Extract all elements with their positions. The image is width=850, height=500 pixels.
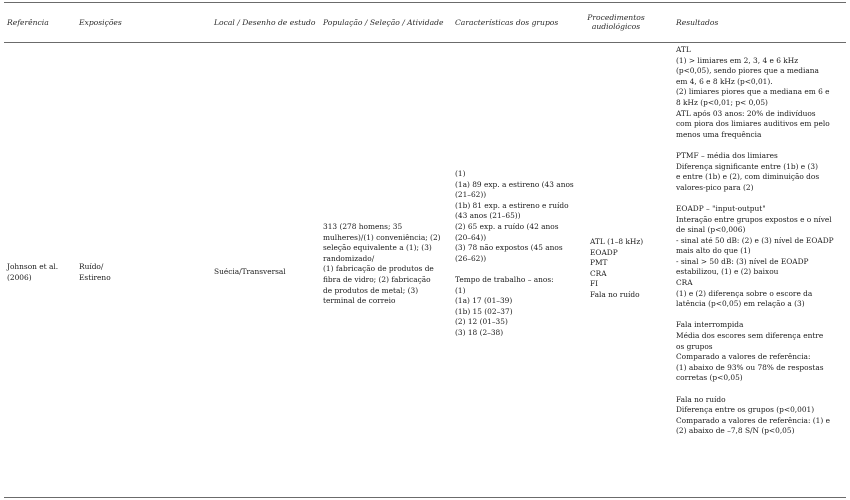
cell-line: mais alto do que (1) [676,246,751,256]
cell-line: (43 anos (21–65)) [455,211,521,221]
table-top-rule [4,2,846,3]
cell-line [676,193,834,204]
cell-line: ATL após 03 anos: 20% de indivíduos [676,108,816,118]
cell-populacao [323,222,441,307]
cell-line: - sinal até 50 dB: (2) e (3) nível de EOADP [676,235,834,245]
cell-line: CRA [676,278,693,288]
cell-procedimentos [590,237,643,301]
cell-line: EOADP [590,247,618,257]
cell-local: Suécia/Transversal [214,267,286,276]
cell-line: PMT [590,258,608,268]
cell-line: (1b) 81 exp. a estireno e ruído [455,200,569,210]
header-procedimentos-line-1: Procedimentos [587,13,645,22]
cell-line: com piora dos limiares auditivos em pelo [676,119,830,129]
header-resultados: Resultados [676,18,719,27]
cell-line: FI [590,279,599,289]
cell-line: seleção equivalente a (1); (3) [323,243,432,253]
cell-line: (1) > limiares em 2, 3, 4 e 6 kHz [676,55,799,65]
cell-line: de produtos de metal; (3) [323,285,419,295]
header-procedimentos-line-2: audiológicos [591,22,641,31]
cell-line: 8 kHz (p<0,01; p< 0,05) [676,97,768,107]
cell-line: (1) e (2) diferença sobre o escore da [676,288,813,298]
cell-line: randomizado/ [323,253,375,263]
cell-line: (26–62)) [455,253,487,263]
cell-line: Comparado a valores de referência: [676,352,811,362]
cell-referencia-line-1: Johnson et al. [7,262,59,271]
cell-line: (p<0,05), sendo piores que a mediana [676,66,819,76]
cell-line: valores-pico para (2) [676,182,754,192]
cell-line: (2) 65 exp. a ruído (42 anos [455,221,559,231]
cell-exposicoes-line-2: Estireno [79,272,111,282]
cell-line: ATL (1–8 kHz) [590,237,644,246]
cell-line: Fala no ruído [590,289,640,299]
cell-line: (2) limiares piores que a mediana em 6 e [676,87,830,97]
cell-line: estabilizou, (1) e (2) baixou [676,267,779,277]
cell-line: (20–64)) [455,232,487,242]
cell-line: terminal de correio [323,296,396,306]
cell-line: Diferença entre os grupos (p<0,001) [676,405,815,415]
cell-line: latência (p<0,05) em relação a (3) [676,299,805,309]
cell-line: Comparado a valores de referência: (1) e [676,415,830,425]
cell-line: corretas (p<0,05) [676,373,743,383]
cell-line: (1) [455,169,466,178]
cell-line [676,384,834,395]
cell-line: (3) 18 (2–38) [455,327,504,337]
cell-line: (1a) 89 exp. a estireno (43 anos [455,179,574,189]
cell-line: de sinal (p<0,006) [676,225,746,235]
cell-line: PTMF – média dos limiares [676,150,778,160]
cell-line: (1) [455,285,466,295]
header-exposicoes: Exposições [79,18,122,27]
cell-line: fibra de vidro; (2) fabricação [323,274,431,284]
cell-line: Média dos escores sem diferença entre [676,331,824,341]
cell-line: (1a) 17 (01–39) [455,296,513,306]
cell-line: (2) abaixo de –7,8 S/N (p<0,05) [676,426,795,436]
cell-line: Interação entre grupos expostos e o nível [676,214,832,224]
header-procedimentos [584,13,648,31]
cell-resultados [676,45,834,437]
cell-caracteristicas [455,169,574,339]
cell-line: e entre (1b) e (2), com diminuição dos [676,172,820,182]
cell-exposicoes-line-1: Ruído/ [79,262,104,271]
cell-line: Fala no ruído [676,394,726,404]
cell-line: (1) fabricação de produtos de [323,264,434,274]
header-populacao: População / Seleção / Atividade [323,18,444,27]
cell-line: - sinal > 50 dB: (3) nível de EOADP [676,256,809,266]
cell-line: (21–62)) [455,190,487,200]
cell-line [676,140,834,151]
cell-line: mulheres)/(1) conveniência; (2) [323,232,441,242]
cell-line: (2) 12 (01–35) [455,317,508,327]
cell-line: ATL [676,45,691,54]
cell-line: EOADP – "input-output" [676,203,766,213]
cell-line: Tempo de trabalho – anos: [455,274,554,284]
cell-line: Fala interrompida [676,320,744,330]
header-caracteristicas: Características dos grupos [455,18,559,27]
cell-line: em 4, 6 e 8 kHz (p<0,01). [676,76,773,86]
cell-exposicoes [79,262,111,283]
table-header-rule [4,42,846,43]
cell-line: (1b) 15 (02–37) [455,306,513,316]
cell-line: (3) 78 não expostos (45 anos [455,243,563,253]
cell-line: 313 (278 homens; 35 [323,222,403,231]
cell-line: CRA [590,268,607,278]
cell-line: Diferença significante entre (1b) e (3) [676,161,818,171]
cell-line: (1) abaixo de 93% ou 78% de respostas [676,362,824,372]
header-referencia: Referência [7,18,49,27]
cell-referencia-line-2: (2006) [7,272,32,282]
cell-line [676,310,834,321]
header-local: Local / Desenho de estudo [214,18,316,27]
cell-referencia [7,262,58,283]
cell-line: menos uma frequência [676,129,762,139]
cell-line [455,264,574,275]
table-bottom-rule [4,497,846,498]
cell-line: os grupos [676,341,713,351]
